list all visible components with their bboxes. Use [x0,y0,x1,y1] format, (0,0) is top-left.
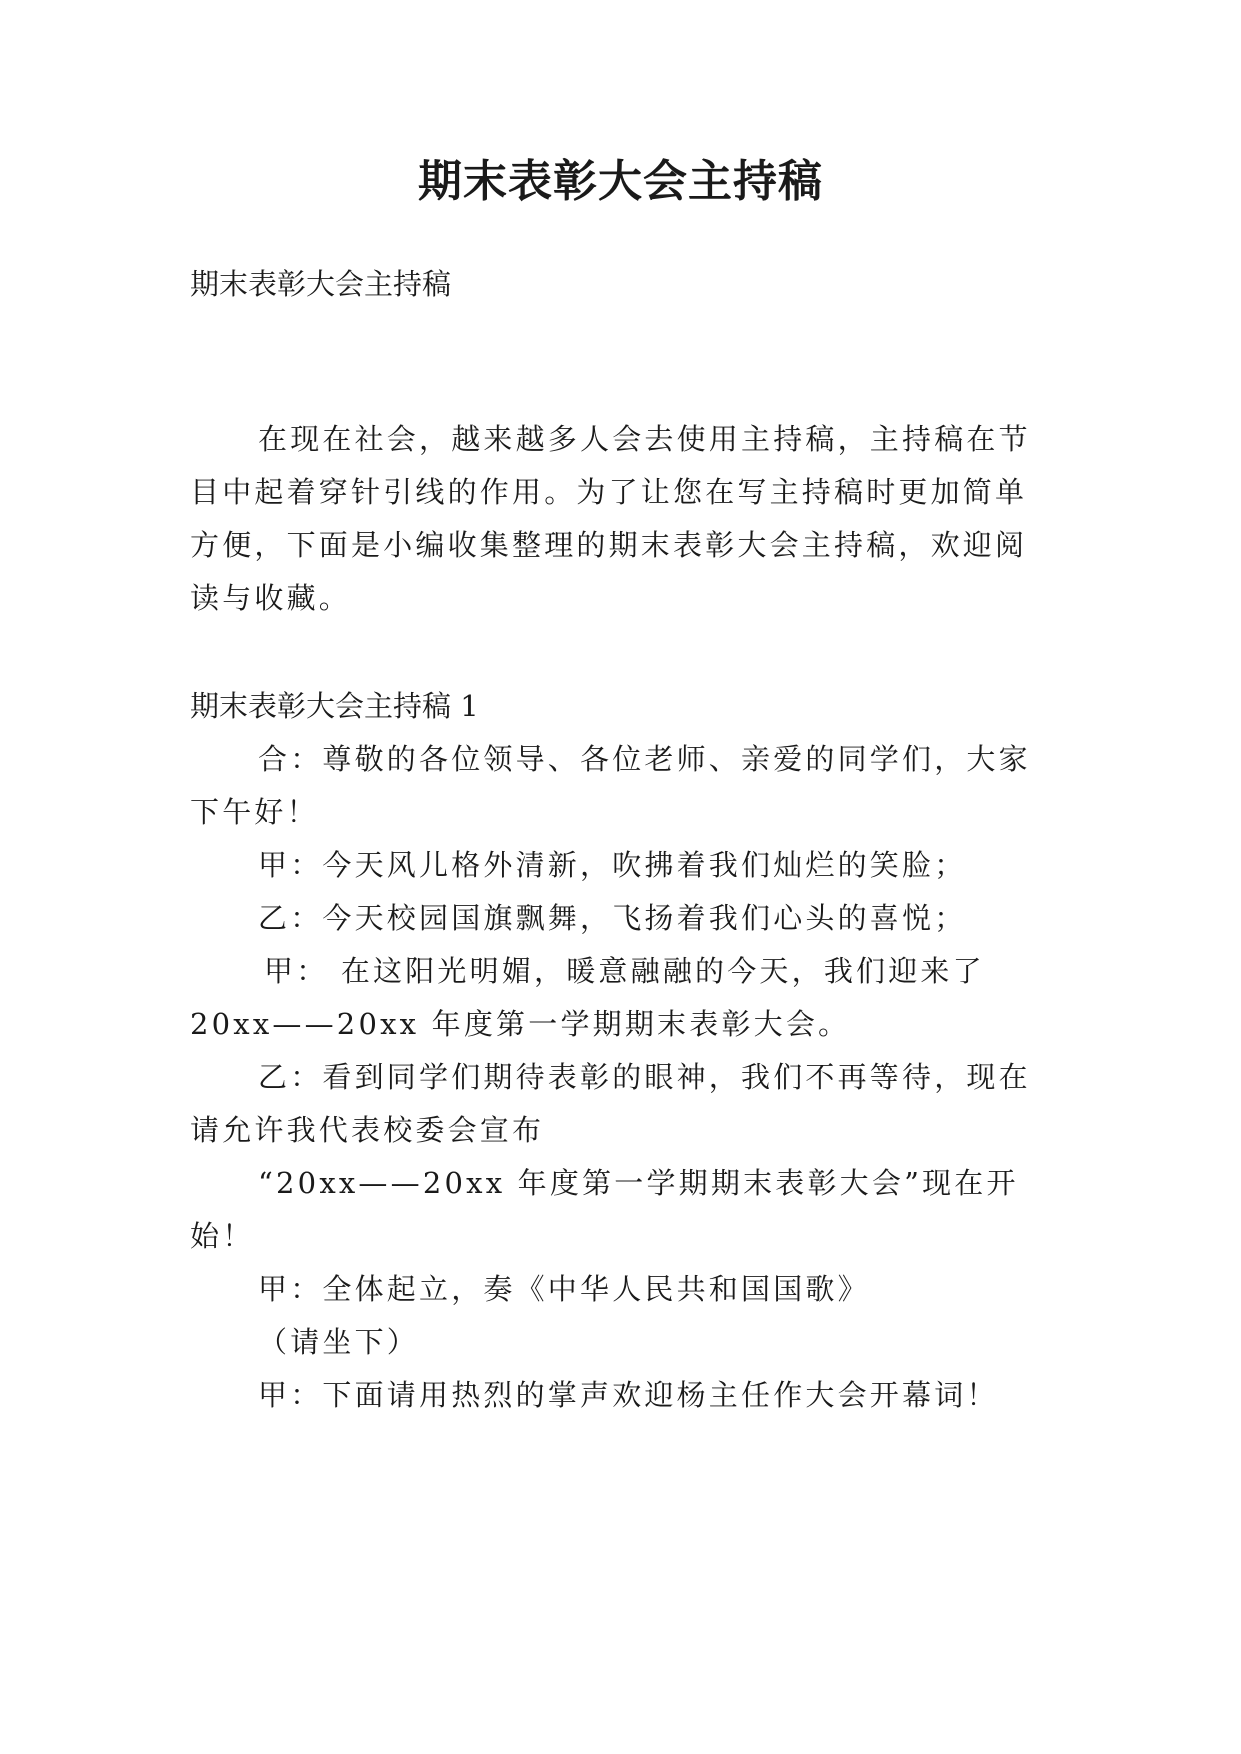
intro-line-4: 读与收藏。 [190,581,352,615]
script-line-11: 甲：全体起立，奏《中华人民共和国国歌》 [258,1272,870,1306]
script-line-7: 乙：看到同学们期待表彰的眼神，我们不再等待，现在 [258,1060,1031,1094]
script-line-8: 请允许我代表校委会宣布 [190,1113,545,1147]
script-line-13: 甲：下面请用热烈的掌声欢迎杨主任作大会开幕词！ [258,1378,999,1412]
script-line-5: 甲： 在这阳光明媚，暖意融融的今天，我们迎来了 [264,954,985,988]
script-line-6: 20xx——20xx 年度第一学期期末表彰大会。 [190,1007,851,1041]
section-heading: 期末表彰大会主持稿 1 [190,689,479,723]
script-line-12: （请坐下） [258,1325,420,1359]
intro-line-3: 方便，下面是小编收集整理的期末表彰大会主持稿，欢迎阅 [190,528,1028,562]
intro-line-2: 目中起着穿针引线的作用。为了让您在写主持稿时更加简单 [190,475,1028,509]
script-line-10: 始！ [190,1219,255,1253]
script-line-1: 合：尊敬的各位领导、各位老师、亲爱的同学们，大家 [258,742,1031,776]
script-line-2: 下午好！ [190,795,319,829]
document-title: 期末表彰大会主持稿 [418,156,823,207]
script-line-4: 乙：今天校园国旗飘舞，飞扬着我们心头的喜悦； [258,901,967,935]
script-line-3: 甲：今天风儿格外清新，吹拂着我们灿烂的笑脸； [258,848,967,882]
document-subtitle: 期末表彰大会主持稿 [190,267,452,301]
script-line-9: “20xx——20xx 年度第一学期期末表彰大会”现在开 [258,1166,1019,1200]
intro-line-1: 在现在社会，越来越多人会去使用主持稿，主持稿在节 [258,422,1031,456]
